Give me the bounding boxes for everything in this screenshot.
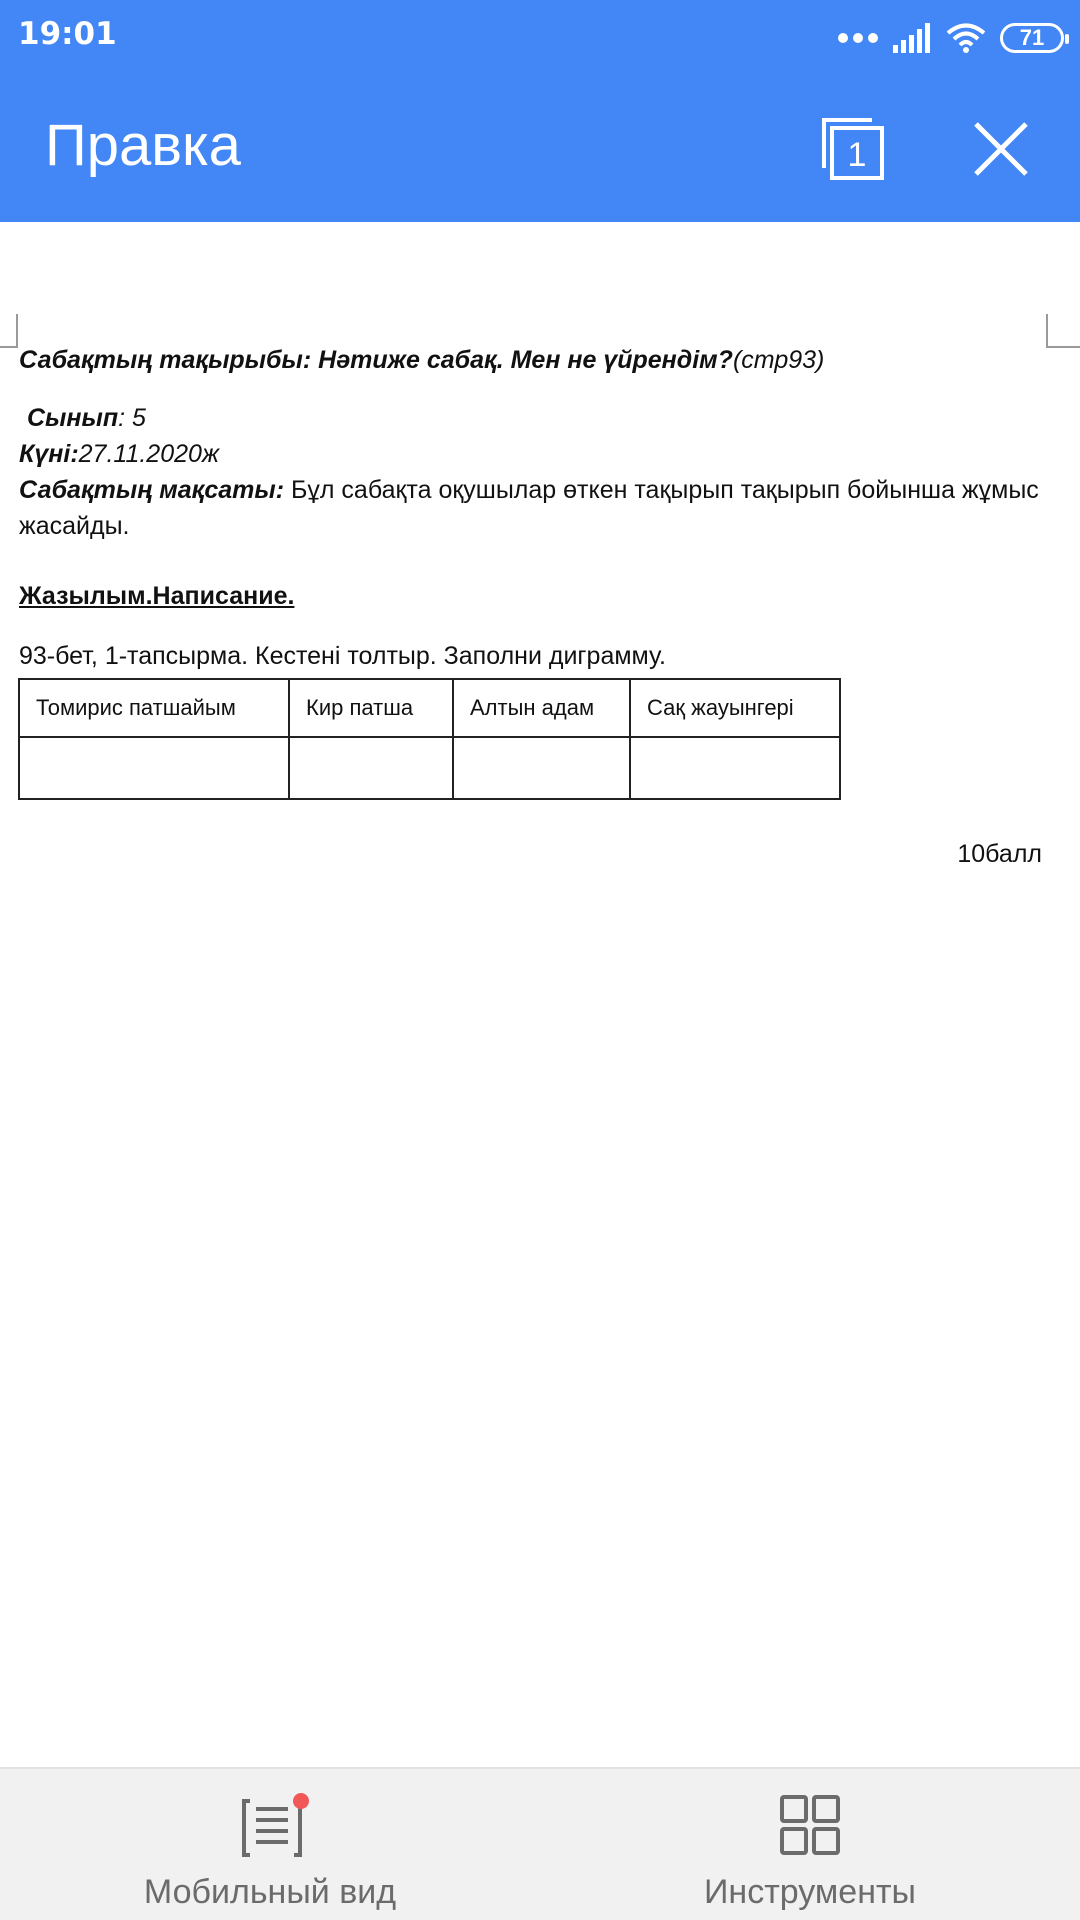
table-row — [19, 737, 840, 799]
date-value: 27.11.2020ж — [78, 440, 220, 468]
tab-tools[interactable] — [540, 1769, 1080, 1920]
notification-badge — [293, 1793, 309, 1809]
class-line — [27, 400, 1047, 436]
tab-mobile-view[interactable] — [0, 1769, 540, 1920]
score-text: 10балл — [957, 840, 1042, 868]
class-value: : 5 — [118, 404, 146, 432]
goal-line — [19, 472, 1039, 544]
wifi-icon — [946, 22, 986, 54]
table-cell[interactable] — [453, 737, 630, 799]
goal-text: Бұл сабақта оқушылар өткен тақырып тақырып бойынша жұмыс жасайды. — [19, 476, 1039, 540]
signal-icon — [892, 23, 932, 53]
battery-icon — [1000, 23, 1064, 53]
battery-level: 71 — [1019, 25, 1045, 50]
status-icons — [838, 18, 1064, 58]
table-header-cell: Алтын адам — [453, 679, 630, 737]
tab-label: Мобильный вид — [143, 1873, 397, 1911]
date-label: Күні: — [19, 440, 79, 468]
tools-grid-icon — [780, 1795, 840, 1855]
class-label: Сынып — [27, 404, 119, 432]
table-cell[interactable] — [289, 737, 453, 799]
task-text: 93-бет, 1-тапсырма. Кестені толтыр. Заполни диграмму. — [19, 642, 666, 670]
topic-ref: (стр93) — [732, 346, 825, 374]
page-count: 1 — [847, 136, 867, 174]
bottom-bar — [0, 1767, 1080, 1920]
page-corner-marker — [1046, 314, 1080, 348]
document-page[interactable] — [0, 222, 1080, 1767]
app-toolbar — [0, 0, 1080, 222]
section-heading: Жазылым.Написание. — [19, 582, 295, 610]
tab-label: Инструменты — [703, 1873, 916, 1911]
more-dots-icon — [838, 33, 878, 43]
goal-label: Сабақтың мақсаты: — [19, 476, 285, 504]
table-cell[interactable] — [19, 737, 289, 799]
table-header-row — [19, 679, 840, 737]
table-header-cell: Томирис патшайым — [19, 679, 289, 737]
date-line — [19, 436, 1039, 472]
close-icon — [972, 120, 1030, 178]
table-header-cell: Сақ жауынгері — [630, 679, 840, 737]
topic-label: Сабақтың тақырыбы: Нәтиже сабақ. Мен не үйрендім? — [19, 346, 733, 374]
table-header-cell: Кир патша — [289, 679, 453, 737]
table-cell[interactable] — [630, 737, 840, 799]
pages-button[interactable] — [820, 116, 886, 182]
fill-in-table — [18, 678, 841, 800]
close-button[interactable] — [972, 120, 1030, 178]
page-corner-marker — [0, 314, 18, 348]
pages-icon — [820, 116, 886, 182]
lesson-topic — [19, 342, 1039, 378]
status-time: 19:01 — [18, 16, 117, 52]
page-title: Правка — [45, 113, 241, 178]
